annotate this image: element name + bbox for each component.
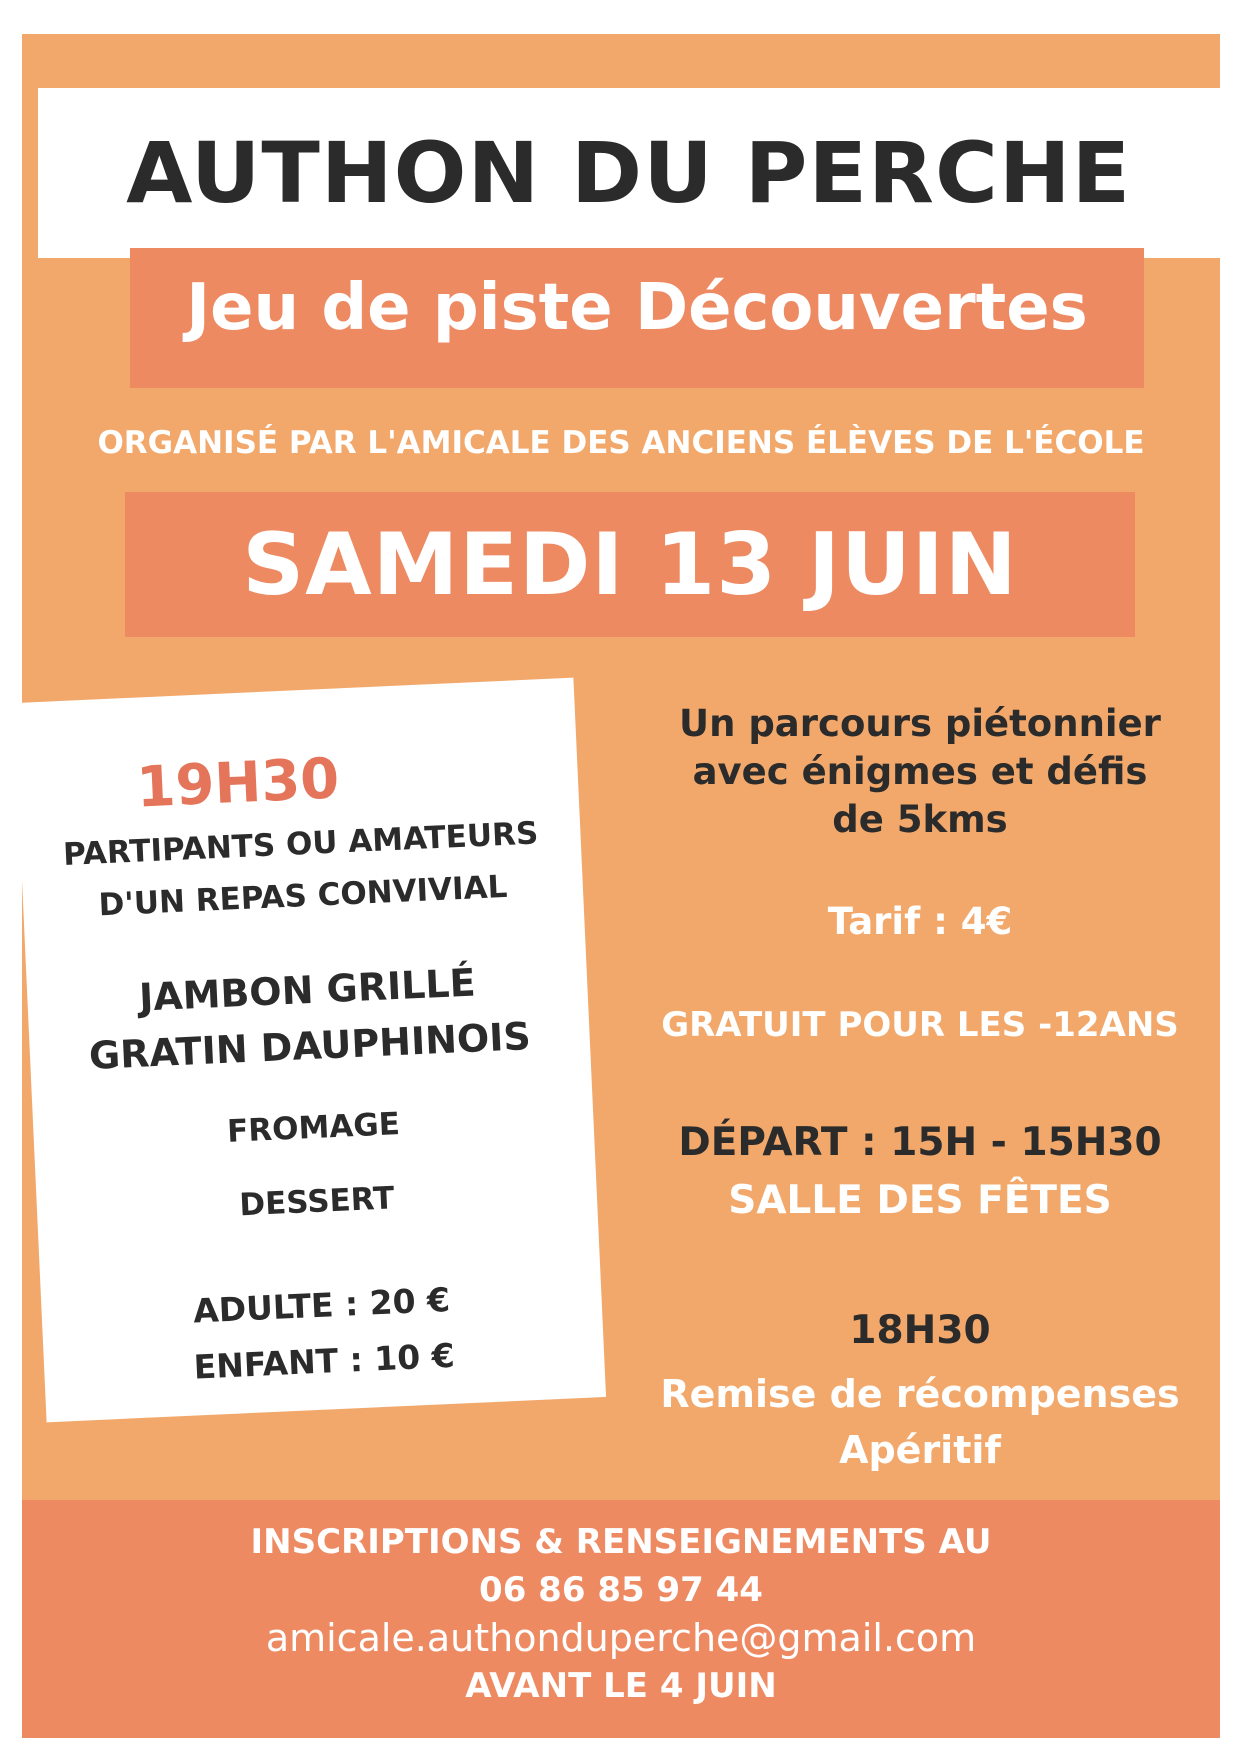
- course-line: de 5kms: [832, 798, 1008, 841]
- meal-intro-line: D'UN REPAS CONVIVIAL: [97, 868, 509, 924]
- meal-cheese: FROMAGE: [226, 1106, 401, 1150]
- meal-time: 19H30: [135, 746, 341, 821]
- meal-dessert: DESSERT: [238, 1180, 396, 1224]
- course-line: avec énigmes et défis: [692, 750, 1148, 793]
- tariff: Tarif : 4€: [827, 900, 1013, 943]
- awards-line: Remise de récompenses: [660, 1372, 1180, 1416]
- event-date: SAMEDI 13 JUIN: [242, 514, 1018, 615]
- organiser-line: ORGANISÉ PAR L'AMICALE DES ANCIENS ÉLÈVES DE L'ÉCOLE: [97, 425, 1145, 461]
- meal-dish: GRATIN DAUPHINOIS: [88, 1014, 532, 1079]
- event-location-title: AUTHON DU PERCHE: [126, 124, 1132, 222]
- awards: [620, 1366, 1220, 1478]
- venue: SALLE DES FÊTES: [728, 1178, 1112, 1223]
- registration-deadline: AVANT LE 4 JUIN: [465, 1666, 777, 1706]
- departure-time: DÉPART : 15H - 15H30: [678, 1120, 1162, 1165]
- registration-heading: INSCRIPTIONS & RENSEIGNEMENTS AU: [250, 1522, 992, 1562]
- price-child: ENFANT : 10 €: [192, 1335, 456, 1387]
- meal-intro: [20, 806, 584, 935]
- subtitle-band: [130, 248, 1144, 388]
- title-box: [38, 88, 1220, 258]
- price-adult: ADULTE : 20 €: [192, 1279, 451, 1331]
- phone-number: 06 86 85 97 44: [479, 1570, 763, 1610]
- meal-dish: JAMBON GRILLÉ: [138, 960, 477, 1020]
- meal-prices: [41, 1265, 606, 1402]
- event-subtitle: Jeu de piste Découvertes: [186, 271, 1088, 345]
- awards-time: 18H30: [849, 1308, 991, 1353]
- awards-line: Apéritif: [839, 1428, 1001, 1472]
- meal-main-dishes: [26, 949, 591, 1086]
- course-description: [620, 700, 1220, 844]
- meal-card: [14, 678, 606, 1423]
- free-under-12: GRATUIT POUR LES -12ANS: [661, 1005, 1179, 1045]
- email-address: amicale.authonduperche@gmail.com: [265, 1616, 977, 1660]
- meal-intro-line: PARTIPANTS OU AMATEURS: [62, 815, 539, 873]
- course-line: Un parcours piétonnier: [679, 702, 1161, 745]
- footer-band: [22, 1500, 1220, 1738]
- date-band: [125, 492, 1135, 637]
